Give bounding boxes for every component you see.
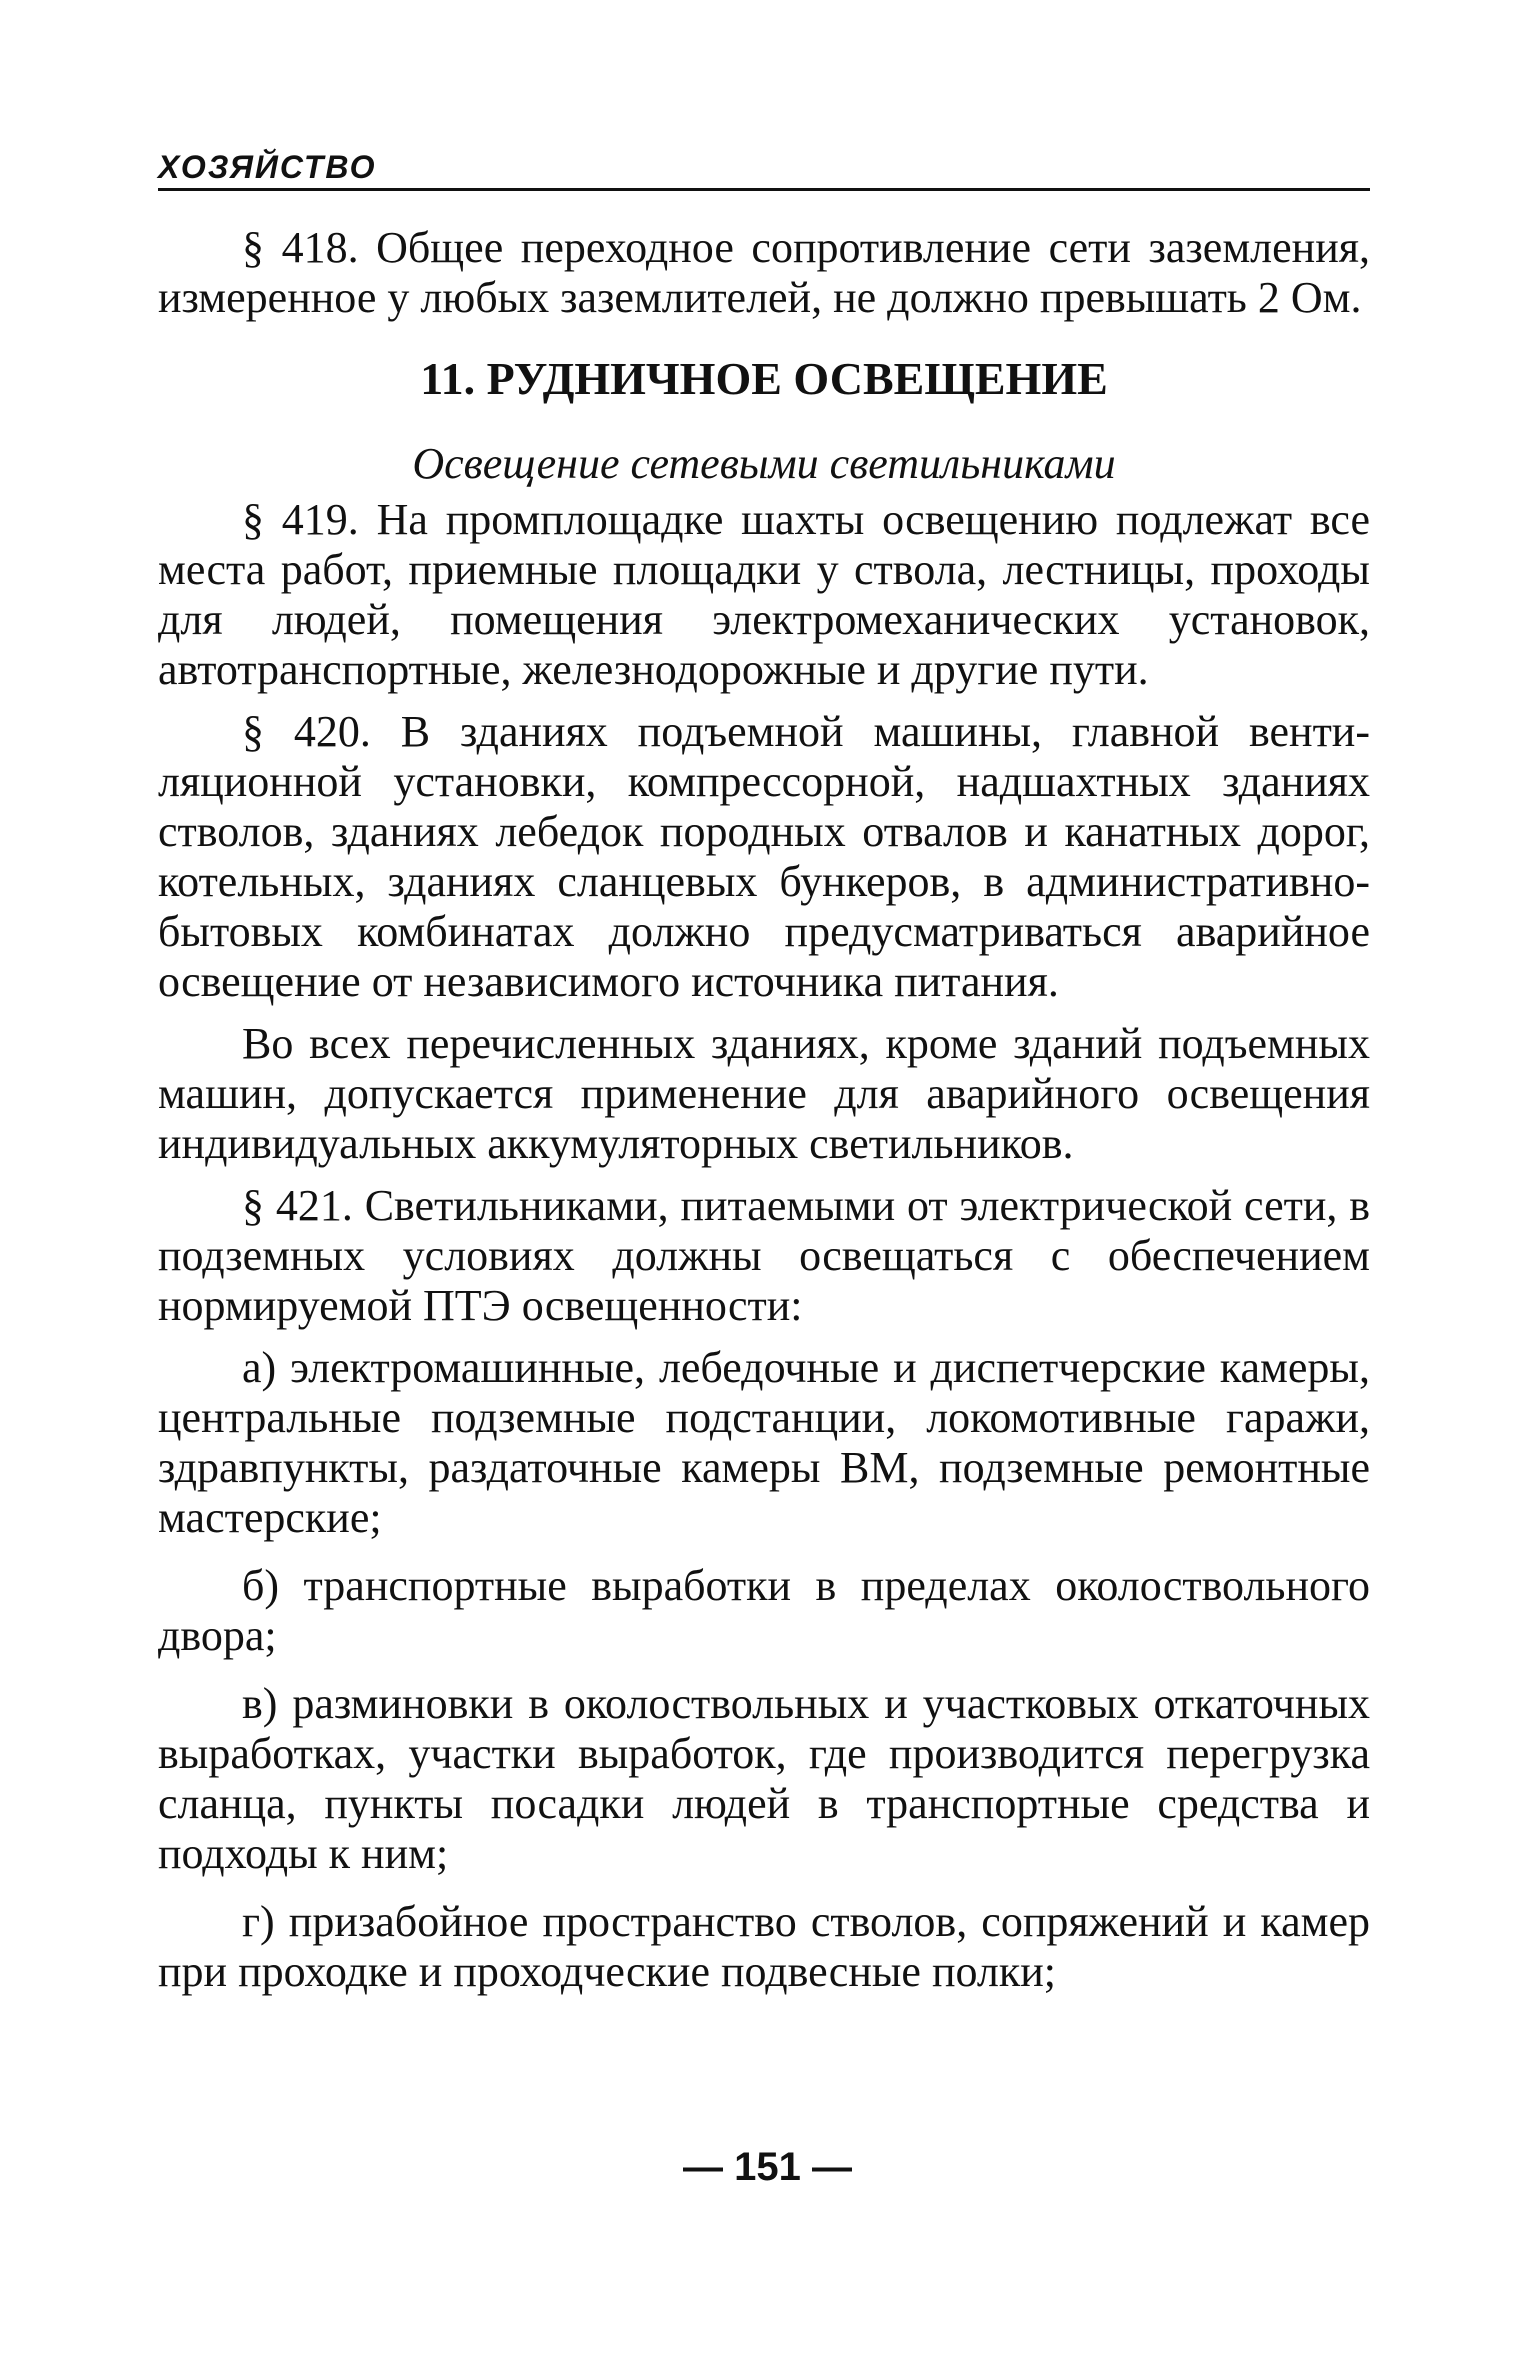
list-item-g: г) призабойное пространство стволов, сопряжений и камер при проходке и проходческие подвесные полки; — [158, 1897, 1370, 1996]
list-item-b: б) транспортные выработки в пределах околоствольного двора; — [158, 1561, 1370, 1660]
list-item-v: в) разминовки в околоствольных и участковых откаточных выработках, участки выработок, где производится перегрузка сланца, пункты посадки людей в транспортные средства и подходы к ним; — [158, 1679, 1370, 1878]
paragraph-420-continued: Во всех перечисленных зданиях, кроме зданий подъемных машин, допускается применение для аварийного освещения индивидуальных аккумуляторных светильников. — [158, 1019, 1370, 1168]
page-number: — 151 — — [683, 2145, 852, 2189]
paragraph-421: § 421. Светильниками, питаемыми от электрической сети, в подземных условиях должны освещаться с обеспечением нормируемой ПТЭ освещенности: — [158, 1181, 1370, 1330]
running-head: ХОЗЯЙСТВО — [158, 150, 1370, 191]
document-page — [158, 150, 1370, 2015]
section-title: 11. РУДНИЧНОЕ ОСВЕЩЕНИЕ — [420, 353, 1108, 404]
list-item-a: а) электромашинные, лебедочные и диспетчерские камеры, центральные подземные подстанции, локомотивные гаражи, здравпункты, раздаточные камеры ВМ, подземные ремонтные мастерские; — [158, 1343, 1370, 1542]
paragraph-420: § 420. В зданиях подъемной машины, главной вентиляционной установки, компрессорной, надшахтных зданиях стволов, зданиях лебедок породных отвалов и канатных дорог, котельных, зданиях сланцевых бункеров, в административно-бытовых комбинатах должно предусматриваться аварийное освещение от независимого источника питания. — [158, 707, 1370, 1006]
subsection-title: Освещение сетевыми светильниками — [412, 439, 1116, 488]
paragraph-419: § 419. На промплощадке шахты освещению подлежат все места работ, приемные площадки у ствола, лестницы, проходы для людей, помещения электромеханических установок, автотранспортные, железнодорожные и другие пути. — [158, 495, 1370, 694]
paragraph-418: § 418. Общее переходное сопротивление сети заземления, измеренное у любых заземлителей, не должно превышать 2 Ом. — [158, 223, 1370, 322]
